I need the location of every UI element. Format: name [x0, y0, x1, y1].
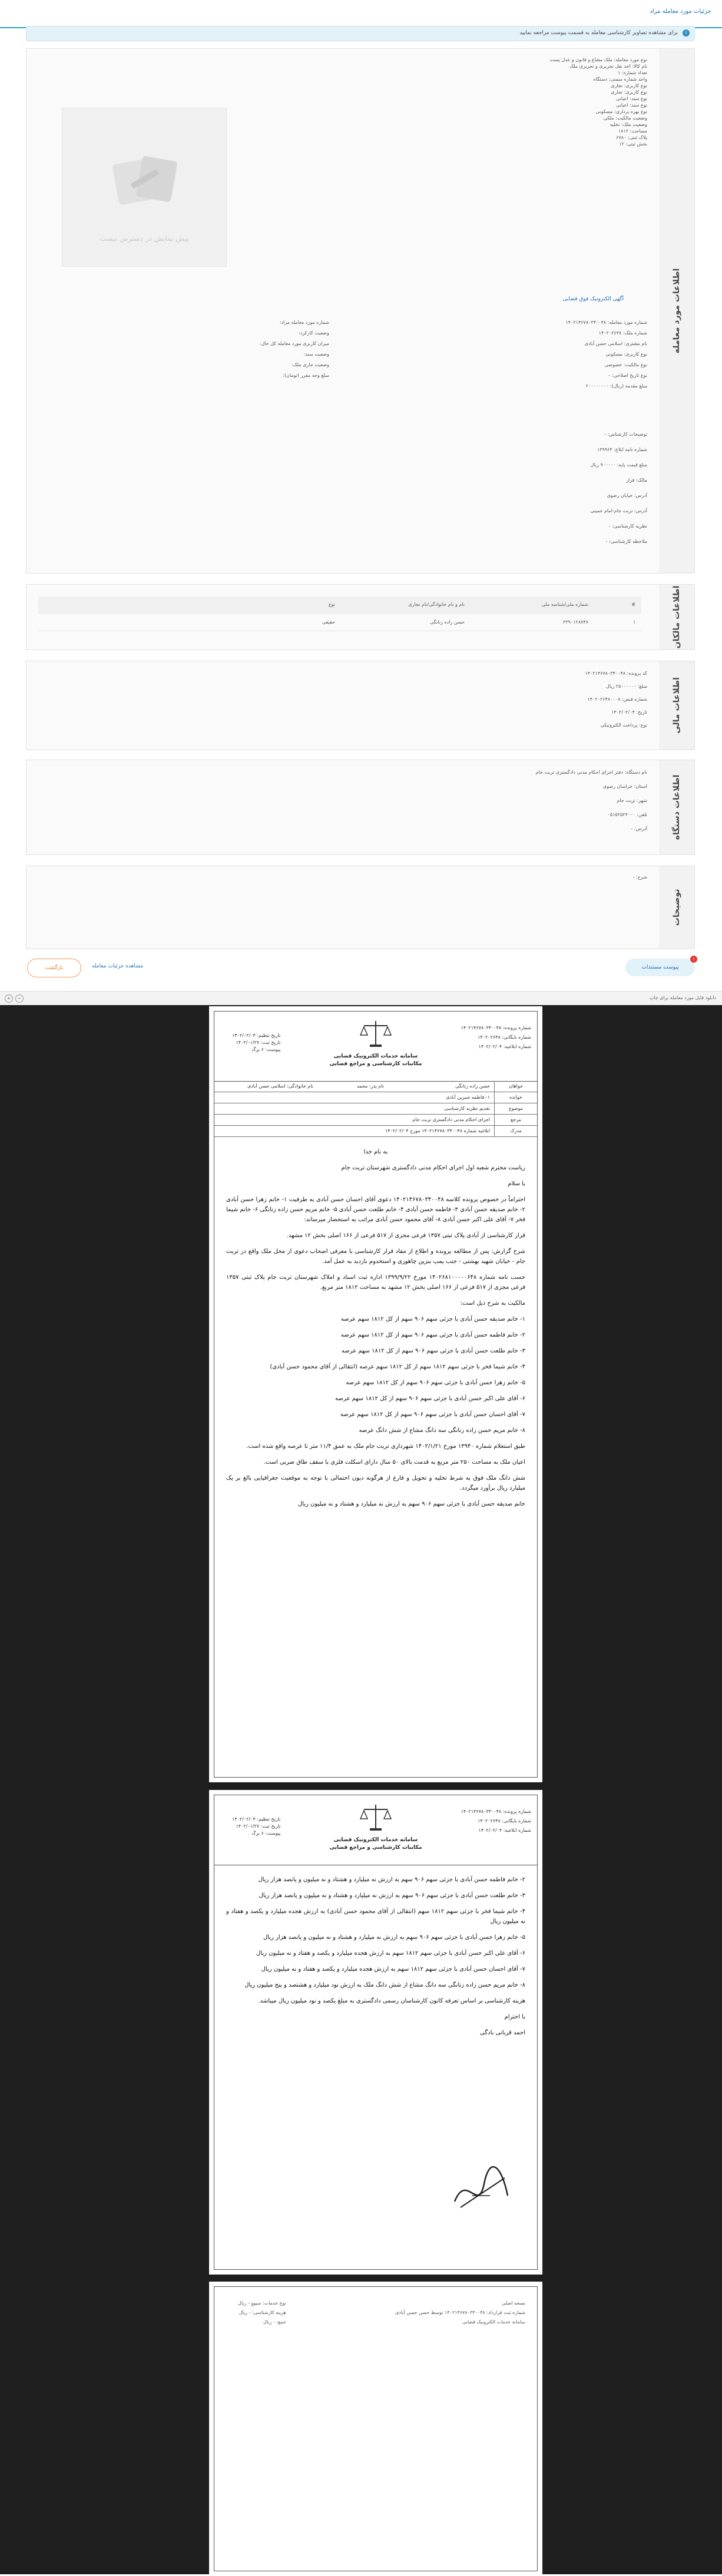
agency-section-body [27, 760, 659, 854]
agency-line: شهر: تربت جام [617, 798, 647, 803]
doc-paragraphs [226, 1163, 525, 1509]
deal-info-line: نوع سند: اعیانی [616, 96, 647, 101]
footer-right-line: نسخه اصلی [502, 2300, 525, 2306]
deal-extra-line: توضیحات کارشناس: - [604, 432, 647, 437]
deal-extra-line: آدرس: خیابان رضوی [607, 493, 647, 498]
doc-header [214, 1012, 537, 1082]
deal-info-line: مساحت: ۱۸۱۲ [618, 128, 647, 134]
doc-paragraphs-p2 [226, 1875, 525, 2044]
doc-paragraph: شرح گزارش: پس از مطالعه پرونده و اطلاع از مفاد قرار کارشناسی با معرفی اصحاب دعوی از محل ملک واقع در تربت جام - خیابان شهید بهشتی - جنب پمپ بنزین چاهوری و استخدوم بازدید به عمل آمد. [226, 1248, 525, 1265]
meta-right-line: شماره پرونده: ۱۴۰۲۱۴۶۷۸۰۳۴۰۰۴۸ [461, 1809, 531, 1814]
attachments-button[interactable]: پیوست مستندات ۱ [625, 959, 695, 976]
meta-left-line: تاریخ ثبت: ۱۴۰۲/۰۱/۲۷ [236, 1824, 281, 1829]
meta-right-line: شماره پرونده: ۱۴۰۲۱۴۶۷۸۰۳۴۰۰۴۸ [461, 1025, 531, 1030]
zoom-out-icon[interactable]: − [15, 994, 24, 1003]
info-notice [26, 26, 695, 41]
doc-paragraph: شش دانگ ملک فوق به شرط تخلیه و تحویل و فارغ از هرگونه دیون احتمالی با توجه به موقعیت جغرافیایی بالغ بر یک میلیارد ریال برآورد میگردد. [226, 1475, 525, 1491]
doc-paragraph: ۳- خانم طلعت حسن آبادی با جزئی سهم ۹۰۶ سهم از کل ۱۸۱۲ سهم عرصه [341, 1348, 525, 1354]
image-hint: پیش نمایش در دسترس نیست [100, 234, 189, 243]
signature-icon [449, 2160, 519, 2219]
doc-paragraph: ۶- آقای علی اکبر حسن آبادی با جزئی سهم ۹۰۶ سهم از کل ۱۸۱۲ سهم عرصه [335, 1395, 525, 1402]
deal-info-line: پلاک ثبتی: ۶۷۸۰ [616, 135, 647, 140]
deal-extra-line: ملاحظه کارشناسی: - [605, 539, 647, 544]
doc-grid-row [214, 1115, 537, 1126]
view-details-link[interactable]: مشاهده جزئیات معامله [92, 963, 143, 969]
meta-left-line: تاریخ ثبت: ۱۴۰۲/۰۱/۲۷ [236, 1040, 281, 1045]
owners-header-cell: # [631, 602, 635, 607]
agency-line: استان: خراسان رضوی [602, 784, 647, 789]
action-bar [27, 959, 695, 979]
deal-extra-line: نظریه کارشناسی: - [608, 523, 647, 529]
agency-section [26, 760, 695, 855]
deal-detail-left-line: وضعیت سند: [303, 352, 329, 357]
meta-left-line: تاریخ تنظیم: ۱۴۰۲/۰۲/۰۴ [232, 1816, 281, 1822]
page-frame [214, 2286, 538, 2571]
deal-detail-right-line: نوع تاریخ اصلاحی: - [608, 373, 647, 378]
owners-header-cell: شماره ملی/شناسه ملی [541, 602, 588, 607]
owners-cell: حسن زاده زنانگی [430, 619, 465, 625]
doc-grid-cell: تقدیم نظریه کارشناسی [444, 1106, 490, 1111]
doc-grid-cell: موضوع [494, 1103, 537, 1114]
meta-right-line: شماره بایگانی: ۱۴۰۲۰۲۶۴۸ [478, 1035, 531, 1040]
doc-grid-cell: خواهان [494, 1081, 537, 1092]
doc-paragraph: ۷- آقای احسان حسن آبادی با جزئی سهم ۱۸۱۲ سهم به ارزش هجده میلیارد و یکصد و هفتاد و نه میلیون ریال [261, 1966, 525, 1972]
doc-grid-cell: حسن زاده زنانگی [455, 1083, 490, 1089]
ad-link[interactable]: آگهی الکترونیک فوق قضایی [562, 296, 624, 302]
deal-detail-right-line: شماره ملک: ۱۴۰۲۰۲۶۴۸ [598, 330, 647, 336]
notice-text: برای مشاهده تصاویر کارشناسی معامله به قسمت پیوست مراجعه نمایید [519, 30, 678, 36]
doc-grid-row [214, 1126, 537, 1137]
agency-line: نام دستگاه: دفتر اجرای احکام مدنی دادگستری تربت جام [535, 770, 647, 775]
notes-section [26, 866, 695, 949]
finance-line: شماره قبض: ۱۴۰۲۰۲۶۴۸۰۰۰۸ [587, 697, 647, 702]
deal-detail-left-line: وضعیت کارکرد: [299, 330, 329, 336]
finance-section-body [27, 661, 659, 750]
doc-meta-right [461, 1807, 531, 1835]
page-title: جزئیات مورد معامله مزاد [650, 8, 711, 15]
doc-grid-cell: مدرک [494, 1126, 537, 1136]
deal-info-line: نوع کاربری: تجاری [611, 83, 647, 88]
deal-info-line: تعداد شماره: ۱ [618, 70, 647, 75]
page-frame [214, 1795, 538, 2270]
owners-section [26, 584, 695, 650]
justice-scale-icon [358, 1019, 393, 1049]
doc-paragraph: قرار کارشناسی از آبادی پلاک ثبتی ۱۳۵۷ فرعی مجزی از ۵۱۷ فرعی از ۱۶۶ اصلی بخش ۱۲ مشهد. [286, 1232, 525, 1239]
owners-cell: ۱ [632, 619, 635, 625]
deal-detail-right-line: شماره مورد معامله: ۱۴۰۲۱۴۶۷۸۰۳۴۰۰۴۸ [565, 320, 647, 325]
pdf-page-1 [209, 1006, 542, 1782]
doc-paragraph: اعیان ملک به مساحت ۲۵۰ متر مربع به قدمت بالای ۵۰ سال دارای اسکلت فلزی با سقف طاق ضربی است. [263, 1459, 525, 1466]
doc-grid-row [214, 1103, 537, 1115]
meta-left-line: پیوست: ۶ برگ [251, 1047, 281, 1052]
deal-section-label: اطلاعات مورد معامله [658, 49, 694, 573]
doc-paragraph: ۴- خانم شیما فخر با جزئی سهم ۱۸۱۲ سهم (انتقالی از آقای محمود حسن آبادی) به ارزش هجده میلیارد و یکصد و هفتاد و نه میلیون ریال [226, 1908, 526, 1925]
owners-section-body [27, 585, 659, 649]
deal-info-line: نوع کاربری: تجاری [611, 89, 647, 95]
owners-table-row [38, 614, 641, 631]
deal-extra-line: مبلغ قیمت پایه: ۹۰۰۰۰۰ ریال [590, 462, 647, 468]
doc-paragraph: احتراماً در خصوص پرونده کلاسه ۱۴۰۲۱۴۶۷۸۰۳۴۰۰۴۸ دعوی آقای احسان حسن آبادی به طرفیت ۱- خانم زهرا حسن آبادی ۲- خانم صدیقه حسن آبادی ۳- فاطمه حسن آبادی ۴- خانم طلعت حسن آبادی ۵- خانم مریم حسن زاده زنانگی ۶- خانم شیما فخر ۷- آقای علی اکبر حسن آبادی ۸- آقای محمود حسن آبادی مراتب به استحضار میرساند: [226, 1196, 526, 1223]
deal-extra-line: مالک: قرار [626, 478, 647, 483]
notes-text: شرح: - [632, 874, 647, 880]
doc-grid-cell: نام خانوادگی: اسلامی حسن آبادی [247, 1083, 313, 1089]
info-icon: i [683, 29, 690, 37]
meta-right-line: شماره بایگانی: ۱۴۰۲۰۲۶۴۸ [478, 1818, 531, 1824]
footer-left-line: نوع خدمات: سیوو - ریال [238, 2300, 286, 2306]
doc-footer-right [395, 2299, 525, 2327]
doc-paragraph: حسب نامه شماره ۱۴۰۲۶۸۱۰۰۰۰۰۶۴۸ مورخ ۱۳۹۹/۹/۲۲ اداره ثبت اسناد و املاک شهرستان تربت جام پلاک ثبتی ۱۳۵۷ فرعی مجزی از ۵۱۷ فرعی از ۱۶۶ اصلی بخش ۱۲ مشهد به مساحت ۱۸۱۲ متر مربع. [226, 1274, 525, 1291]
doc-paragraph: ۸- خانم مریم حسن زاده زنانگی سه دانگ مشاع از شش دانگ عرصه [359, 1427, 525, 1434]
property-image-placeholder [62, 108, 227, 267]
doc-grid-row [214, 1081, 537, 1092]
doc-paragraph: مالکیت به شرح ذیل است: [460, 1300, 525, 1307]
doc-grid-cell: اجرای احکام مدنی دادگستری تربت جام [412, 1117, 490, 1122]
deal-extra-line: شماره نامه ابلاغ: ۱۳۹۹۶۴ [597, 447, 647, 452]
deal-section-body [27, 49, 659, 573]
finance-line: مبلغ: ۲۵۰۰۰۰۰۰ ریال [605, 684, 647, 689]
zoom-in-icon[interactable]: + [5, 994, 13, 1003]
doc-body [226, 1147, 525, 1515]
owners-header-cell: نوع [328, 602, 335, 607]
pdf-toolbar-title: دانلود فایل مورد معامله برای چاپ [649, 995, 716, 1000]
deal-info-line: نام کالا: اخذ نقل تحریری و تحریری ملک [569, 64, 647, 69]
doc-paragraph: خانم صدیقه حسن آبادی با جزئی سهم ۹۰۶ سهم به ارزش نه میلیارد و هشتاد و نه میلیون ریال [297, 1501, 525, 1507]
finance-section [26, 661, 695, 750]
top-bar [0, 0, 722, 28]
doc-grid [214, 1081, 537, 1138]
deal-extra-line: آدرس: تربت جام-امام خمینی [590, 508, 647, 513]
doc-footer-left [238, 2299, 286, 2327]
doc-meta-left [232, 1816, 280, 1837]
doc-meta-right [461, 1023, 531, 1052]
deal-info-line: نوع بهره برداری: مسکونی [595, 109, 647, 114]
justice-scale-icon [358, 1802, 393, 1833]
doc-paragraph: ۵- خانم زهرا حسن آبادی با جزئی سهم ۹۰۶ سهم از کل ۱۸۱۲ سهم عرصه [346, 1380, 525, 1386]
footer-right-line: سامانه خدمات الکترونیک قضایی [462, 2319, 525, 2325]
finance-line: نوع: پرداخت الکترونیکی [600, 722, 647, 728]
doc-paragraph: ۶- آقای علی اکبر حسن آبادی با جزئی سهم ۱۸۱۲ سهم به ارزش هجده میلیارد و یکصد و هفتاد و نه میلیون ریال [256, 1950, 525, 1957]
doc-grid-cell: مرجع [494, 1115, 537, 1125]
agency-line: آدرس: - [631, 826, 647, 831]
deal-detail-left-line: مبلغ وجه مقرر (تومان): [283, 373, 329, 378]
finance-line: تاریخ: ۱۴۰۲/۰۲/۰۴ [611, 710, 647, 715]
pdf-page-2 [209, 1790, 542, 2275]
meta-right-line: شماره ابلاغیه: ۱۴۰۲/۰۲/۰۴ [478, 1044, 531, 1049]
page-frame [214, 1011, 538, 1778]
deal-detail-right-line: مبلغ مقدمه (ریال): ۲۰۰۰۰۰۰۰۰ [585, 383, 647, 389]
doc-meta-left [232, 1032, 280, 1053]
attachments-badge: ۱ [690, 956, 697, 963]
doc-grid-cell: ۱- فاطمه شیرین آبادی [446, 1095, 490, 1100]
finance-line: کد پرونده: ۱۴۰۲۱۴۶۷۸۰۳۴۰۰۴۸ [585, 671, 647, 676]
owners-cell: ۳۳۹۰۱۲۸۷۴۷ [563, 619, 588, 625]
deal-info-line: بخش ثبتی: ۱۲ [619, 141, 647, 147]
doc-grid-row [214, 1092, 537, 1103]
doc-org: سامانه خدمات الکترونیک قضایی مکاتبات کارشناسی و مراجع قضایی [329, 1053, 422, 1067]
notes-section-body [27, 866, 659, 949]
doc-paragraph: با احترام [504, 2014, 525, 2020]
doc-paragraph: ۴- خانم شیما فخر با جزئی سهم ۱۸۱۲ سهم از کل ۱۸۱۲ سهم عرصه (انتقالی از آقای محمود حسن آبادی) [270, 1364, 525, 1370]
deal-detail-right-line: نوع کاربری: مسکونی [605, 352, 647, 357]
footer-left-line: هزینه کارشناسی: - ریال [239, 2310, 286, 2315]
doc-grid-cell: ابلاغیه شماره ۱۴۰۲۱۴۶۷۸۰۳۴۰۰۴۸ مورخ ۱۴۰۲/۰۲/۰۴ [385, 1128, 490, 1133]
owners-section-label: اطلاعات مالکان [658, 585, 694, 649]
doc-paragraph: احمد قربانی بادگی [480, 2030, 525, 2036]
footer-left-line: جمع: - ریال [263, 2319, 286, 2325]
doc-grid-cell: خوانده [494, 1092, 537, 1103]
deal-detail-left-line: شماره مورد معامله مزاد: [279, 320, 329, 325]
doc-header [214, 1795, 537, 1865]
pdf-page-3 [209, 2282, 542, 2576]
deal-info-line: واحد شماره سمتی: دستگاه [593, 77, 647, 82]
doc-org: سامانه خدمات الکترونیک قضایی مکاتبات کارشناسی و مراجع قضایی [329, 1837, 422, 1851]
footer-right-line: شماره ثبت قرارداد: ۱۴۰۲۱۴۶۷۸۰۳۴۰۰۴۸ توسط حسن حسن آبادی [395, 2310, 525, 2315]
doc-paragraph: با سلام [508, 1181, 525, 1187]
doc-paragraph: ۸- خانم مریم حسن زاده زنانگی سه دانگ مشاع از شش دانگ ملک به ارزش نود میلیارد و هشتصد و پنج میلیون ریال [244, 1982, 525, 1988]
deal-info-line: وضعیت ملک: تخلیه [610, 122, 647, 127]
finance-section-label: اطلاعات مالی [658, 661, 694, 750]
meta-left-line: تاریخ تنظیم: ۱۴۰۲/۰۲/۰۴ [232, 1033, 281, 1038]
deal-info-line: نوع سند: اعیانی [616, 102, 647, 108]
doc-paragraph: ۲- خانم فاطمه حسن آبادی با جزئی سهم ۹۰۶ سهم از کل ۱۸۱۲ سهم عرصه [340, 1332, 525, 1338]
deal-info-line: وضعیت مالکیت: ملکی [603, 115, 647, 121]
doc-paragraph: ۱- خانم صدیقه حسن آبادی با جزئی سهم ۹۰۶ سهم از کل ۱۸۱۲ سهم عرصه [340, 1316, 525, 1322]
doc-paragraph: ۳- خانم طلعت حسن آبادی با جزئی سهم ۹۰۶ سهم به ارزش نه میلیارد و هشتاد و نه میلیون و پانصد هزار ریال [259, 1892, 525, 1899]
meta-right-line: شماره ابلاغیه: ۱۴۰۲/۰۲/۰۴ [478, 1828, 531, 1833]
doc-paragraph: ۷- آقای احسان حسن آبادی با جزئی سهم ۹۰۶ سهم از کل ۱۸۱۲ سهم عرصه [340, 1411, 525, 1418]
agency-line: تلفن: ۰۵۱۵۲۵۲۴۰۰۰ [607, 812, 647, 817]
pdf-toolbar [0, 991, 722, 1006]
doc-paragraph: هزینه کارشناسی بر اساس تعرفه کانون کارشناسان رسمی دادگستری به مبلغ یکصد و نود میلیون ریال میباشد. [258, 1998, 525, 2004]
doc-paragraph: ۲- خانم فاطمه حسن آبادی با جزئی سهم ۹۰۶ سهم به ارزش نه میلیارد و هشتاد و نه میلیون و پانصد هزار ریال [258, 1877, 525, 1883]
notes-section-label: توضیحات [658, 866, 694, 949]
doc-grid-cell: نام پدر: محمد [357, 1083, 384, 1089]
deal-detail-left-line: وضعیت جاری ملک: [291, 362, 329, 367]
owners-table-header [38, 596, 641, 614]
deal-detail-left-line: میزان کاربری مورد معامله کل حال: [259, 341, 329, 346]
owners-cell: حقیقی [322, 619, 335, 625]
doc-paragraph: ۵- خانم زهرا حسن آبادی با جزئی سهم ۹۰۶ سهم به ارزش نه میلیارد و هشتاد و نه میلیون و پانصد هزار ریال [263, 1934, 525, 1941]
owners-header-cell: نام و نام خانوادگی/نام تجاری [408, 602, 465, 607]
meta-left-line: پیوست: ۶ برگ [251, 1831, 281, 1836]
deal-section [26, 48, 695, 573]
doc-paragraph: ریاست محترم شعبه اول اجرای احکام مدنی دادگستری شهرستان تربت جام [341, 1165, 525, 1171]
doc-paragraph: طبق استعلام شماره ۱۳۹۴۰ مورخ ۱۴۰۲/۱/۲۱ شهرداری تربت جام ملک به عمق ۱۱/۴ متر تا عرصه واقع شده است. [246, 1443, 525, 1450]
doc-heading: به نام خدا [363, 1149, 388, 1155]
deal-detail-right-line: نوع مالکیت: خصوصی [604, 362, 647, 367]
deal-detail-right-line: نام مشتری: اسلامی حسن آبادی [584, 341, 647, 346]
deal-info-line: نوع مورد معامله: ملک مشاع و قانون و عدل پست [549, 57, 647, 62]
back-button[interactable]: بازگشت [27, 959, 81, 977]
agency-section-label: اطلاعات دستگاه [658, 760, 694, 854]
gavel-placeholder-icon [110, 150, 180, 214]
